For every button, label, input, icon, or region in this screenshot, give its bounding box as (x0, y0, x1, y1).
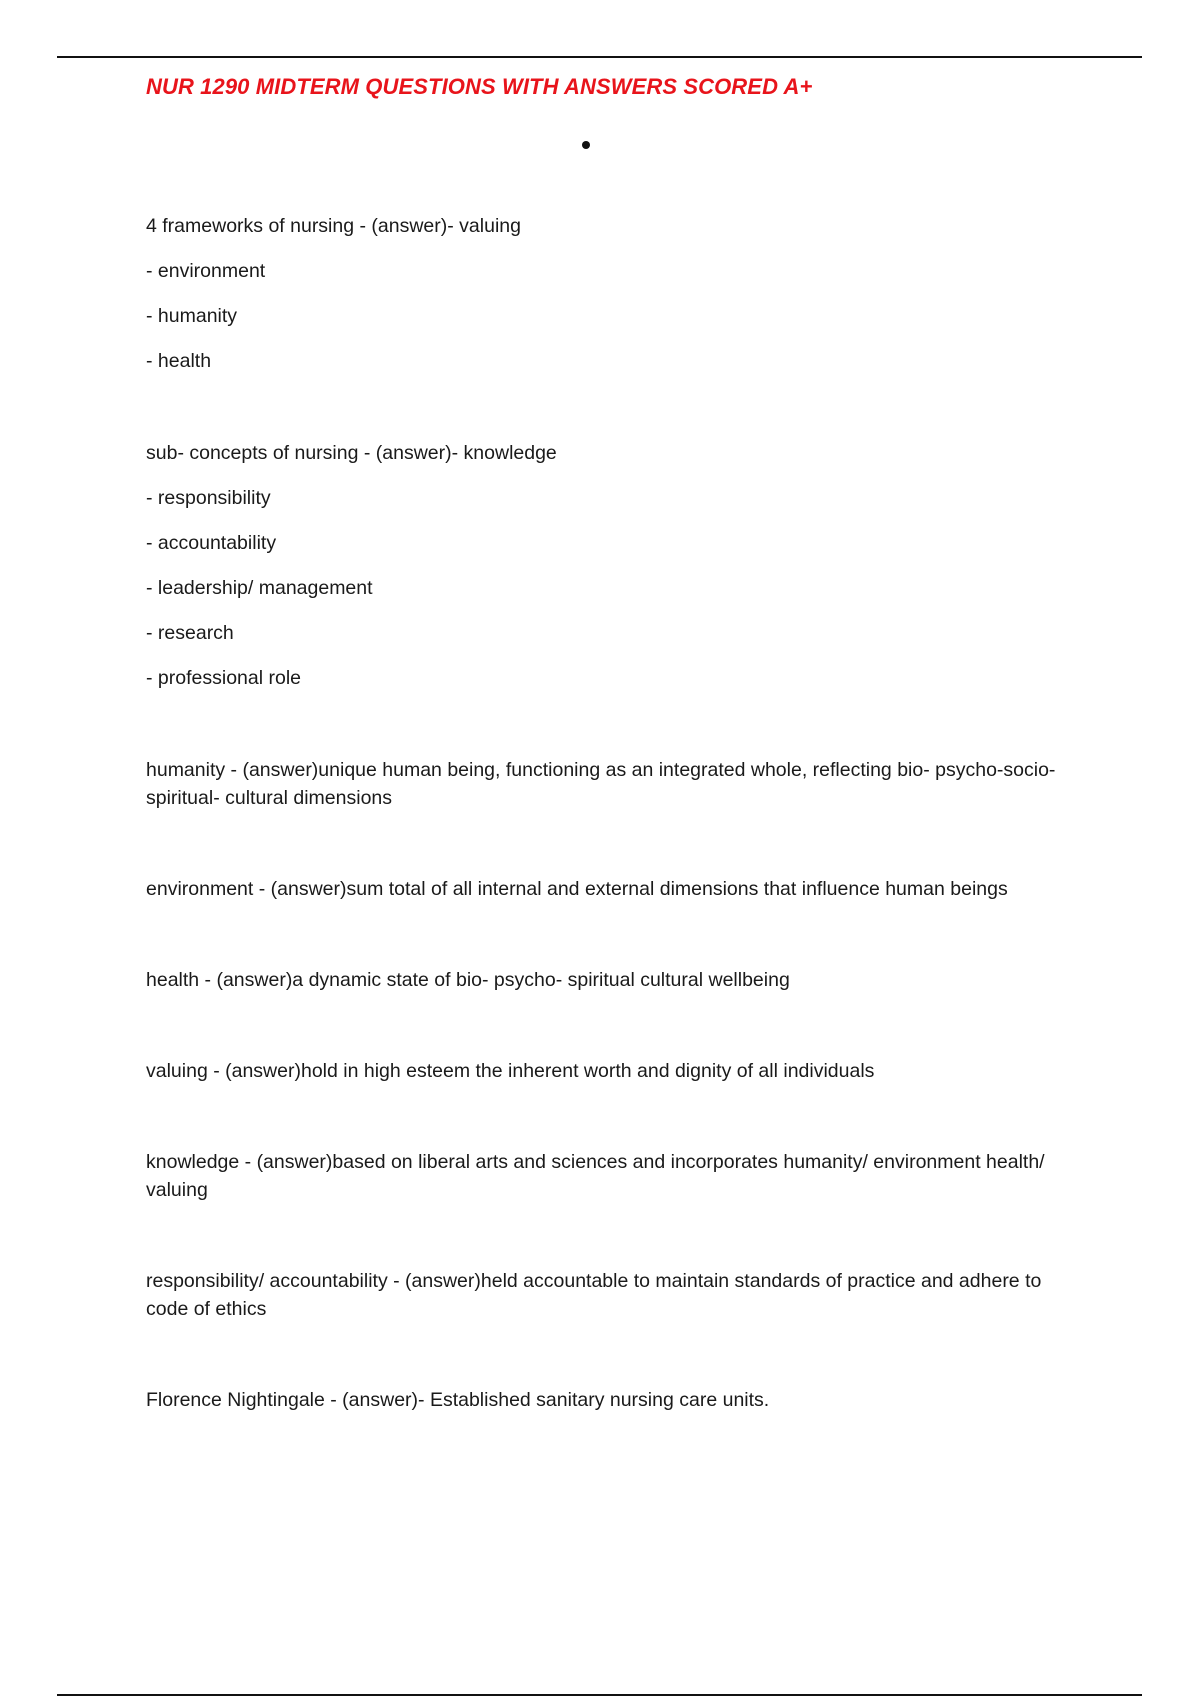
list-item: - responsibility (146, 487, 271, 509)
document-body (146, 212, 1076, 1414)
list-item: - leadership/ management (146, 577, 373, 599)
qa-responsibility: responsibility/ accountability - (answer)held accountable to maintain standards of practice and adhere to code of ethics (146, 1270, 1042, 1320)
list-item: - professional role (146, 667, 301, 689)
qa-florence-nightingale: Florence Nightingale - (answer)- Established sanitary nursing care units. (146, 1389, 770, 1411)
list-item: - health (146, 350, 212, 372)
qa-environment: environment - (answer)sum total of all internal and external dimensions that influence human beings (146, 878, 1008, 900)
list-item: - environment (146, 260, 266, 282)
top-rule (57, 56, 1142, 58)
list-item: - research (146, 622, 234, 644)
list-item: - humanity (146, 305, 238, 327)
qa-valuing: valuing - (answer)hold in high esteem the inherent worth and dignity of all individuals (146, 1060, 875, 1082)
document-title: NUR 1290 MIDTERM QUESTIONS WITH ANSWERS SCORED A+ (146, 74, 813, 99)
bullet-icon (582, 141, 590, 149)
question-subconcepts: sub- concepts of nursing - (answer)- knowledge (146, 442, 557, 464)
list-item: - accountability (146, 532, 277, 554)
qa-health: health - (answer)a dynamic state of bio- psycho- spiritual cultural wellbeing (146, 969, 790, 991)
qa-knowledge: knowledge - (answer)based on liberal arts and sciences and incorporates humanity/ environment health/ valuing (146, 1151, 1045, 1201)
question-frameworks: 4 frameworks of nursing - (answer)- valuing (146, 215, 521, 237)
qa-humanity: humanity - (answer)unique human being, functioning as an integrated whole, reflecting bio- psycho-socio- spiritual- cultural dimensions (146, 759, 1056, 809)
bottom-rule (57, 1694, 1142, 1696)
